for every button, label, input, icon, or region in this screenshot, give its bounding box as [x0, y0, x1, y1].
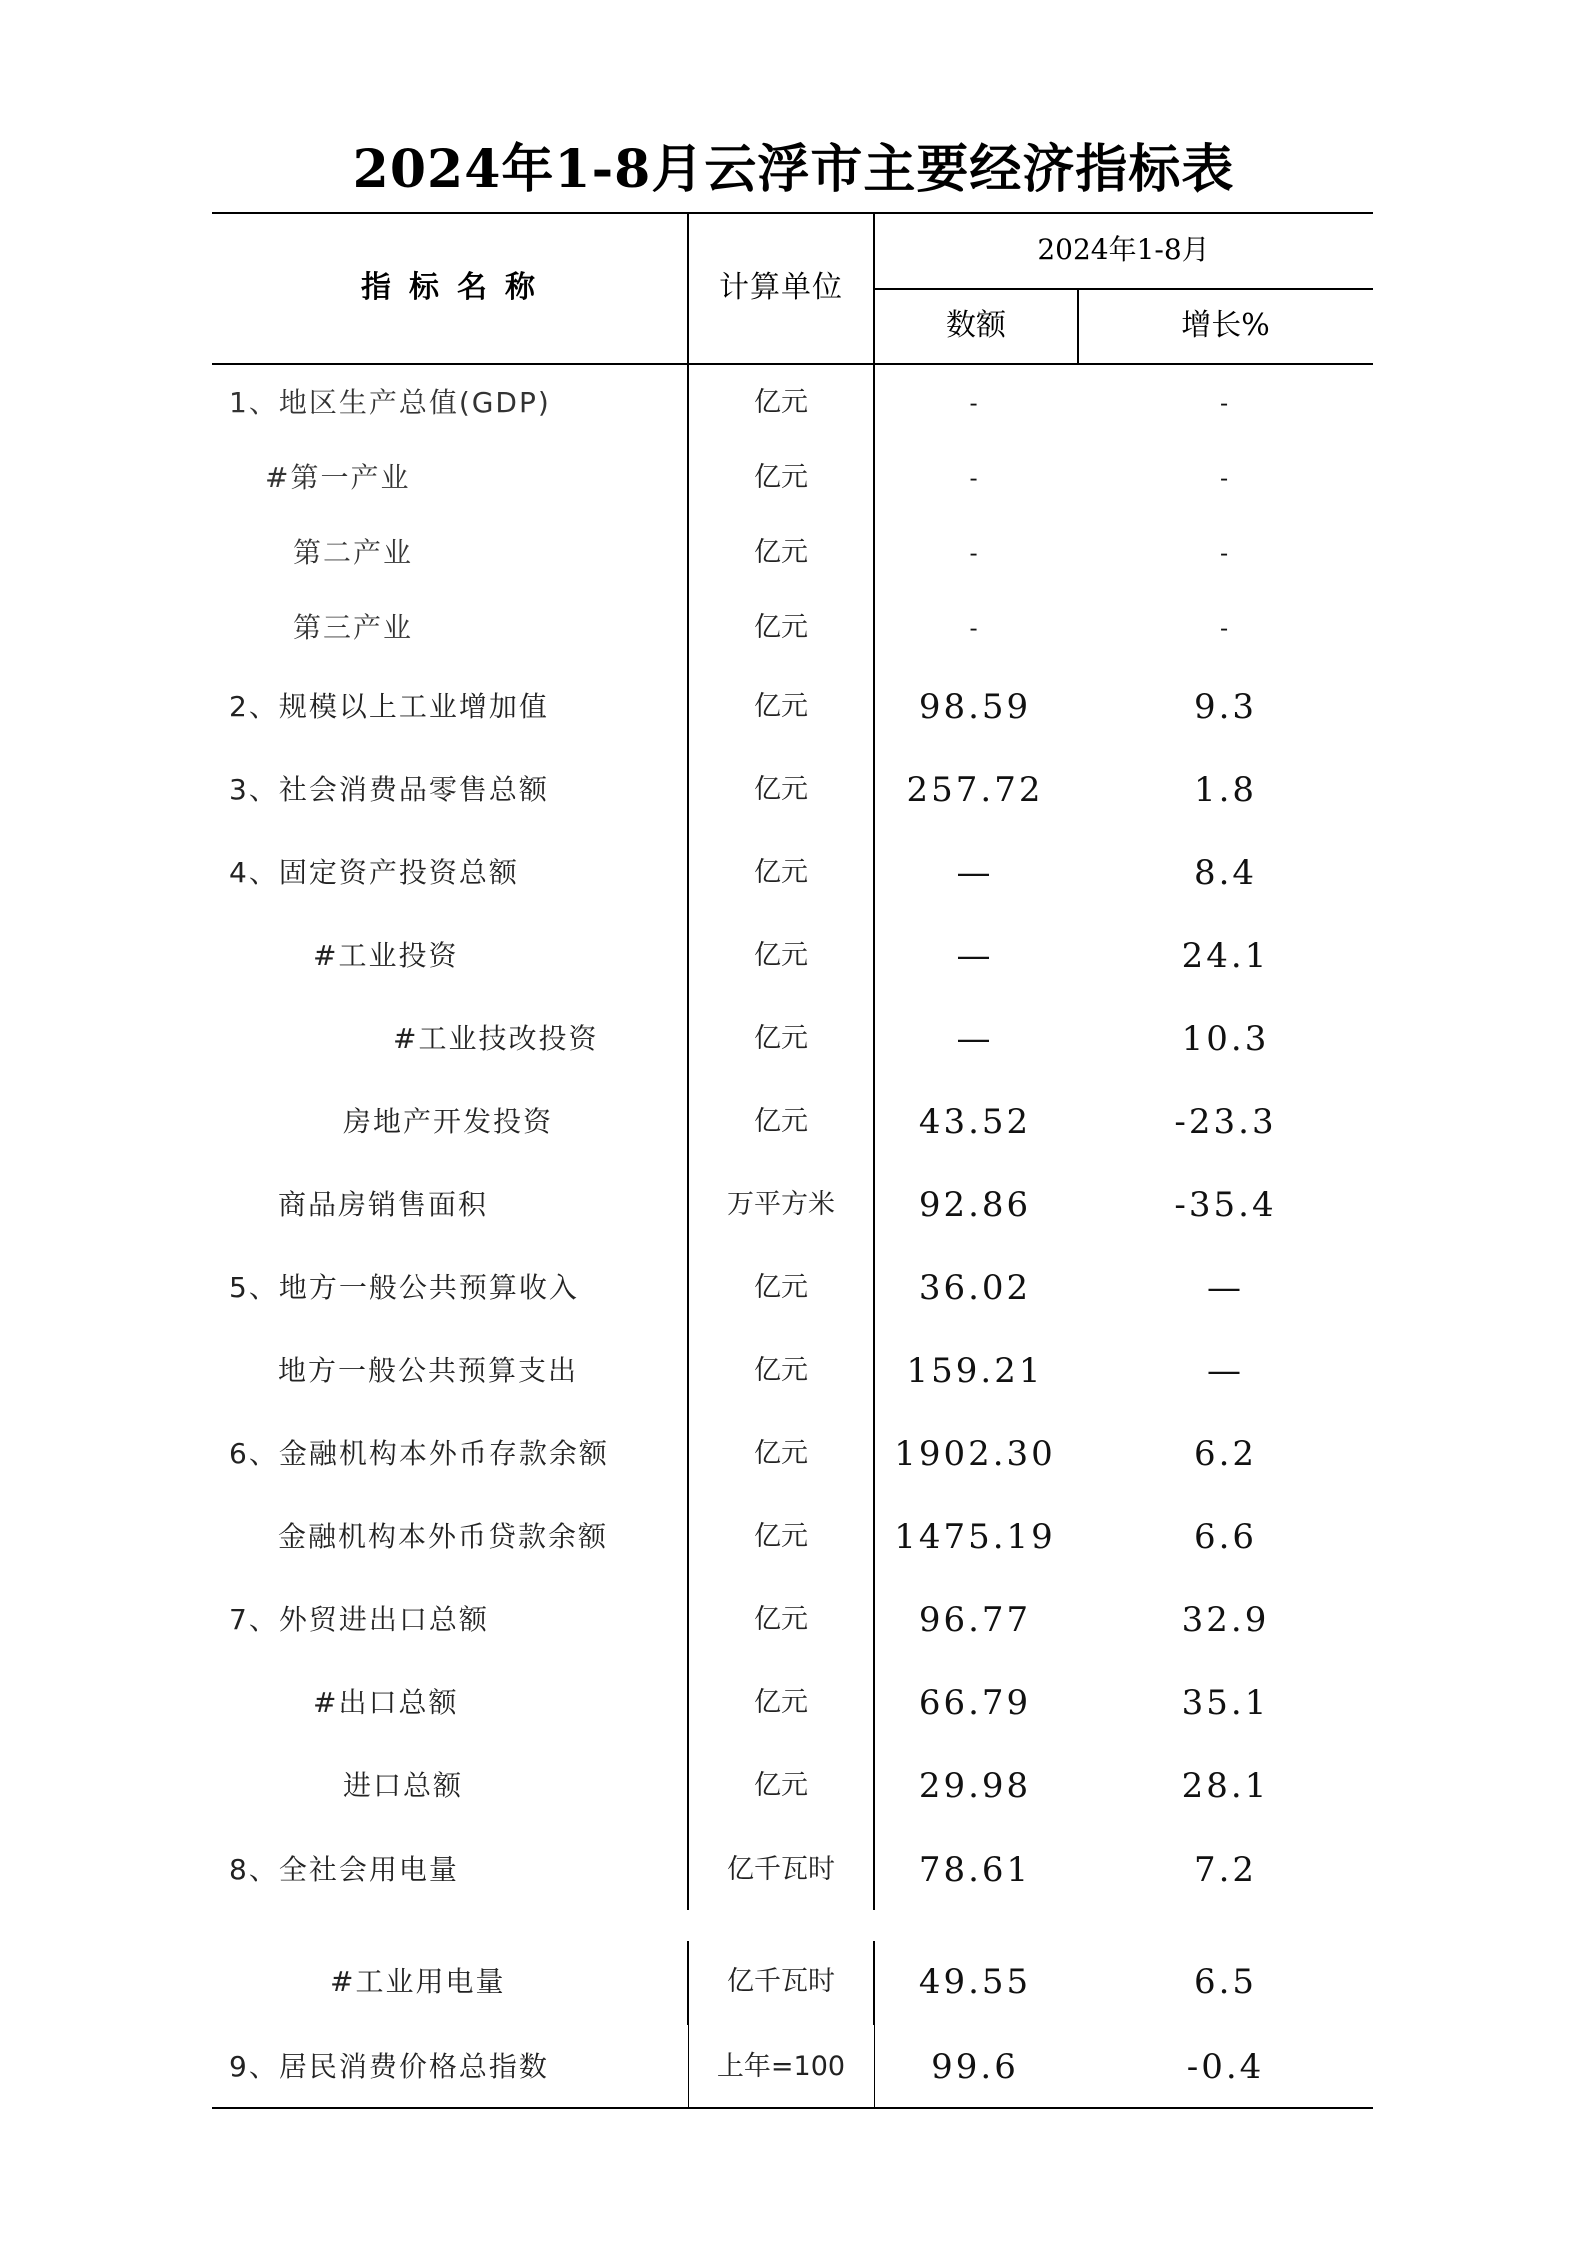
row-amount: 78.61 — [918, 1850, 1032, 1890]
row-unit: 亿元 — [754, 857, 808, 888]
row-unit: 亿元 — [754, 387, 808, 418]
row-growth: 7.2 — [1193, 1850, 1258, 1890]
row-label: 6、金融机构本外币存款余额 — [229, 1437, 609, 1470]
row-unit: 万平方米 — [727, 1189, 835, 1220]
header-amount: 数额 — [946, 308, 1006, 343]
row-growth: — — [1207, 1268, 1244, 1308]
row-amount: 96.77 — [918, 1600, 1032, 1640]
row-unit: 亿元 — [754, 537, 808, 568]
row-label: 9、居民消费价格总指数 — [229, 2050, 549, 2083]
row-amount: 99.6 — [931, 2047, 1019, 2087]
row-amount: - — [969, 464, 981, 492]
table-top-rule — [212, 212, 1373, 214]
row-amount: 29.98 — [918, 1766, 1032, 1806]
row-label: #工业用电量 — [330, 1965, 506, 1998]
row-amount: 98.59 — [918, 687, 1032, 727]
row-amount: - — [969, 539, 981, 567]
header-bottom-rule — [212, 363, 1373, 365]
row-amount: 36.02 — [918, 1268, 1032, 1308]
row-label: #工业投资 — [313, 939, 459, 972]
row-amount: - — [969, 614, 981, 642]
row-unit: 亿元 — [754, 691, 808, 722]
row-amount: - — [969, 389, 981, 417]
header-period: 2024年1-8月 — [1037, 233, 1210, 266]
row-label: #出口总额 — [313, 1686, 459, 1719]
row-unit: 亿千瓦时 — [727, 1854, 835, 1885]
row-unit: 亿元 — [754, 1521, 808, 1552]
row-unit: 上年=100 — [716, 2051, 846, 2082]
row-amount: — — [956, 1019, 994, 1059]
row-unit: 亿元 — [754, 462, 808, 493]
row-growth: - — [1219, 389, 1232, 417]
row-unit: 亿元 — [754, 1687, 808, 1718]
row-amount: 49.55 — [918, 1962, 1032, 2002]
row-unit: 亿元 — [754, 612, 808, 643]
row-growth: 28.1 — [1181, 1766, 1270, 1806]
row-label: 5、地方一般公共预算收入 — [229, 1271, 579, 1304]
row-label: 房地产开发投资 — [343, 1105, 554, 1138]
row-growth: 10.3 — [1181, 1019, 1270, 1059]
row-unit: 亿元 — [754, 1106, 808, 1137]
row-growth: - — [1219, 464, 1232, 492]
row-growth: - — [1219, 614, 1232, 642]
row-label: 4、固定资产投资总额 — [229, 856, 519, 889]
header-indicator-name: 指标名称 — [361, 270, 553, 305]
row-unit: 亿元 — [754, 1604, 808, 1635]
row-growth: 9.3 — [1193, 687, 1258, 727]
row-amount: 43.52 — [918, 1102, 1032, 1142]
row-label: 3、社会消费品零售总额 — [229, 773, 549, 806]
row-amount: 1902.30 — [894, 1434, 1056, 1474]
row-label: 金融机构本外币贷款余额 — [278, 1520, 609, 1553]
row-growth: 6.5 — [1193, 1962, 1258, 2002]
row-growth: 6.6 — [1193, 1517, 1258, 1557]
row-unit: 亿元 — [754, 1272, 808, 1303]
row-label: #第一产业 — [265, 461, 411, 494]
row-growth: -23.3 — [1174, 1102, 1277, 1142]
row-label: 8、全社会用电量 — [229, 1853, 459, 1886]
row-amount: 257.72 — [906, 770, 1044, 810]
row-amount: 1475.19 — [894, 1517, 1056, 1557]
header-growth: 增长% — [1181, 308, 1270, 343]
row-growth: 32.9 — [1181, 1600, 1270, 1640]
row-growth: 1.8 — [1193, 770, 1258, 810]
row-label: 商品房销售面积 — [278, 1188, 489, 1221]
row-label: 第二产业 — [293, 536, 414, 569]
row-label: 1、地区生产总值(GDP) — [229, 386, 551, 419]
row-label: 2、规模以上工业增加值 — [229, 690, 549, 723]
row-growth: 8.4 — [1193, 853, 1258, 893]
row-amount: 66.79 — [918, 1683, 1032, 1723]
row-growth: 6.2 — [1193, 1434, 1258, 1474]
row-growth: — — [1207, 1351, 1244, 1391]
row-label: 7、外贸进出口总额 — [229, 1603, 489, 1636]
row-amount: 159.21 — [906, 1351, 1044, 1391]
row-growth: -0.4 — [1186, 2047, 1265, 2087]
row-unit: 亿元 — [754, 1770, 808, 1801]
row-unit: 亿元 — [754, 1023, 808, 1054]
row-growth: -35.4 — [1174, 1185, 1277, 1225]
row-label: 地方一般公共预算支出 — [278, 1354, 579, 1387]
header-unit: 计算单位 — [719, 270, 843, 305]
header-sub-rule — [874, 288, 1373, 290]
row-growth: 24.1 — [1181, 936, 1270, 976]
row-unit: 亿元 — [754, 774, 808, 805]
row-unit: 亿元 — [754, 1355, 808, 1386]
page-title: 2024年1-8月云浮市主要经济指标表 — [352, 139, 1235, 200]
row-unit: 亿元 — [754, 1438, 808, 1469]
row-amount: — — [956, 853, 994, 893]
row-amount: — — [956, 936, 994, 976]
row-label: 第三产业 — [293, 611, 414, 644]
row-label: 进口总额 — [343, 1769, 464, 1802]
row-label: #工业技改投资 — [393, 1022, 599, 1055]
table-bottom-rule — [212, 2107, 1373, 2109]
row-growth: - — [1219, 539, 1232, 567]
row-amount: 92.86 — [918, 1185, 1032, 1225]
row-growth: 35.1 — [1181, 1683, 1270, 1723]
row-unit: 亿千瓦时 — [727, 1966, 835, 1997]
row-unit: 亿元 — [754, 940, 808, 971]
